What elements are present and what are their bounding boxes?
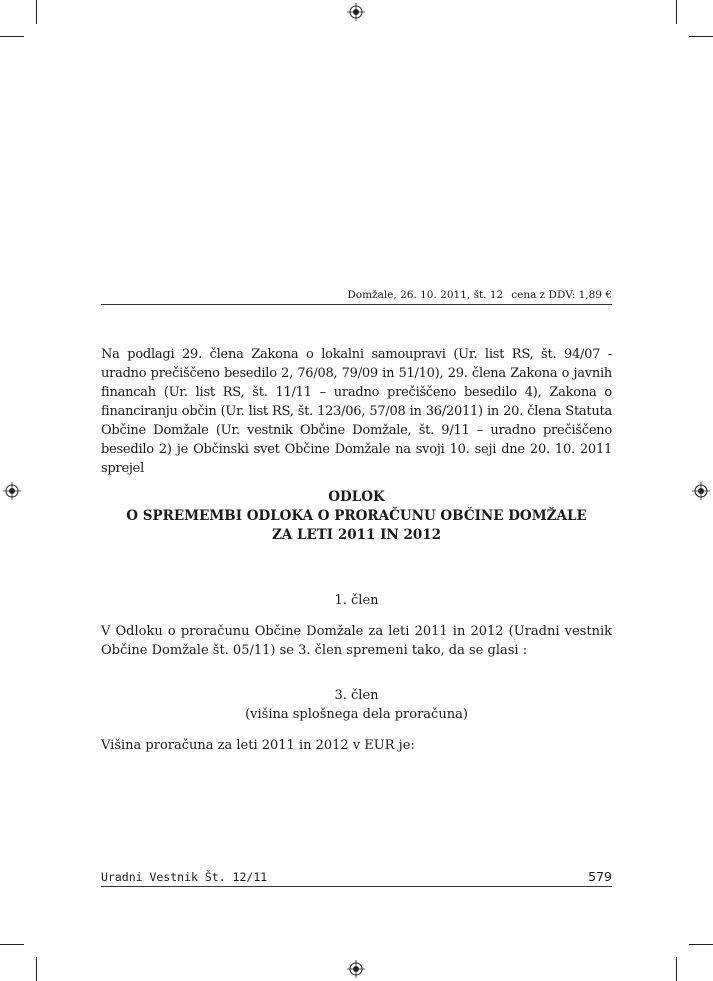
registration-mark-left-icon <box>3 482 21 500</box>
title-line-2: O SPREMEMBI ODLOKA O PRORAČUNU OBČINE DOMŽALE <box>126 508 587 524</box>
article-1-text: V Odloku o proračunu Občine Domžale za leti 2011 in 2012 (Uradni vestnik Občine Domžale št. 05/11) se 3. člen spremeni tako, da se glasi : <box>101 624 612 658</box>
crop-mark-bottom-left-horizontal <box>0 944 24 945</box>
title-line-1: ODLOK <box>328 489 385 505</box>
crop-mark-top-right-vertical <box>676 0 677 24</box>
crop-mark-top-right-horizontal <box>689 36 713 37</box>
page-number: 579 <box>588 869 612 884</box>
crop-mark-bottom-right-horizontal <box>689 944 713 945</box>
footer-publication: Uradni Vestnik Št. 12/11 <box>101 870 268 884</box>
article-3-subheading: (višina splošnega dela proračuna) <box>245 707 468 722</box>
registration-mark-bottom-icon <box>347 960 365 978</box>
title-line-3: ZA LETI 2011 IN 2012 <box>271 527 442 543</box>
page-header <box>101 288 612 305</box>
preamble-paragraph: Na podlagi 29. člena Zakona o lokalni samoupravi (Ur. list RS, št. 94/07 - uradno prečiščeno besedilo 2, 76/08, 79/09 in 51/10), 29. člena Zakona o javnih financah (Ur. list RS, št. 11/11 – uradno prečiščeno besedilo 4), Zakona o financiranju občin (Ur. list RS, št. 123/06, 57/08 in 36/2011) in 20. člena Statuta Občine Domžale (Ur. vestnik Občine Domžale, št. 9/11 – uradno prečiščeno besedilo 2) je Občinski svet Občine Domžale na svoji 10. seji dne 20. 10. 2011 sprejel <box>101 347 612 476</box>
header-price: cena z DDV: 1,89 € <box>511 289 612 301</box>
crop-mark-top-left-vertical <box>36 0 37 24</box>
article-3-heading: 3. člen <box>334 688 379 703</box>
page-footer <box>101 869 612 887</box>
header-issue: Domžale, 26. 10. 2011, št. 12 <box>347 289 504 301</box>
crop-mark-bottom-right-vertical <box>676 957 677 981</box>
article-1-heading: 1. člen <box>334 593 379 608</box>
crop-mark-bottom-left-vertical <box>36 957 37 981</box>
document-title <box>101 488 612 545</box>
registration-mark-right-icon <box>692 482 710 500</box>
registration-mark-top-icon <box>347 3 365 21</box>
article-3-text: Višina proračuna za leti 2011 in 2012 v EUR je: <box>101 738 415 753</box>
crop-mark-top-left-horizontal <box>0 36 24 37</box>
